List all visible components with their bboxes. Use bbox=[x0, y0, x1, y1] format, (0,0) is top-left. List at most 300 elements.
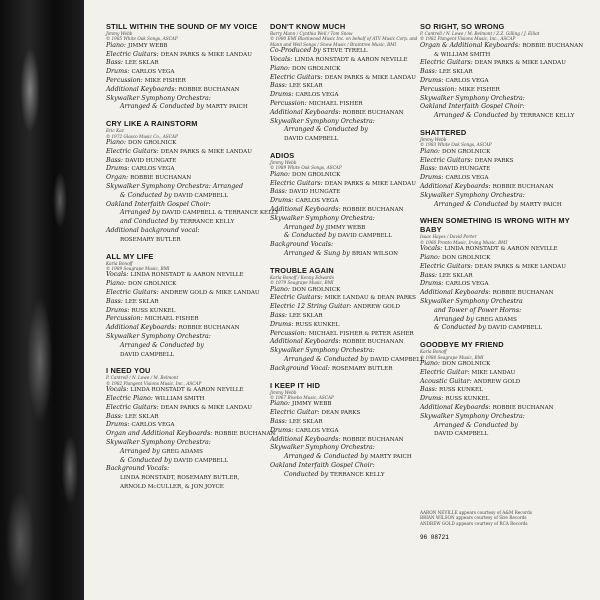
personnel-role: Electric Guitars: bbox=[106, 288, 159, 296]
song-block bbox=[106, 119, 279, 244]
footer-notes bbox=[420, 510, 590, 541]
personnel-line bbox=[106, 42, 266, 51]
song-block bbox=[270, 22, 430, 144]
personnel-name: DON GROLNICK bbox=[442, 360, 491, 367]
personnel-line bbox=[106, 457, 266, 466]
personnel-line bbox=[420, 369, 590, 378]
personnel-line bbox=[106, 307, 266, 316]
personnel-name: TERRANCE KELLY bbox=[180, 219, 235, 226]
personnel-line bbox=[106, 324, 266, 333]
personnel-name: DON GROLNICK bbox=[442, 148, 491, 155]
song-title: SHATTERED bbox=[420, 127, 467, 137]
personnel-line bbox=[270, 356, 430, 365]
personnel-name: DAVID HUNGATE bbox=[124, 157, 177, 164]
personnel-name: ROSEMARY BUTLER bbox=[331, 365, 393, 372]
personnel-name: ROBBIE BUCHANAN bbox=[130, 175, 192, 182]
artist-note-1: AARON NEVILLE appears courtesy of A&M Records bbox=[420, 510, 532, 515]
personnel-line bbox=[106, 404, 266, 413]
personnel-line bbox=[270, 180, 430, 189]
personnel-line bbox=[270, 409, 430, 418]
personnel-name: ANDREW GOLD bbox=[473, 378, 521, 385]
personnel-name: MARTY PAICH bbox=[369, 454, 412, 461]
songwriter-credit: © 1988 Seagrape Music, BMI bbox=[420, 354, 484, 360]
personnel-line bbox=[106, 218, 266, 227]
personnel-name: DEAN PARKS bbox=[321, 410, 361, 417]
personnel-name: LEE SKLAR bbox=[124, 60, 159, 67]
personnel-name: ROBBIE BUCHANAN bbox=[342, 436, 404, 443]
personnel-line bbox=[270, 286, 430, 295]
song-title: ALL MY LIFE bbox=[106, 251, 154, 261]
song-block bbox=[106, 22, 266, 112]
personnel-name: JIMMY WEBB bbox=[292, 401, 332, 408]
personnel-name: CARLOS VEGA bbox=[295, 92, 339, 99]
personnel-role: Drums: bbox=[270, 91, 294, 99]
personnel-name: DON GROLNICK bbox=[442, 254, 491, 261]
personnel-name: LEE SKLAR bbox=[288, 83, 323, 90]
personnel-line bbox=[420, 280, 590, 289]
personnel-name: CARLOS VEGA bbox=[445, 281, 489, 288]
personnel-role: Vocals: bbox=[420, 245, 443, 253]
personnel-name: DON GROLNICK bbox=[128, 140, 177, 146]
personnel-line bbox=[106, 157, 266, 166]
credits-column-1 bbox=[106, 22, 279, 499]
songwriter-credit: Karla Bonoff bbox=[420, 349, 447, 355]
personnel-line bbox=[106, 59, 266, 68]
personnel-line bbox=[420, 316, 590, 325]
personnel-role: Electric Guitars: bbox=[106, 403, 159, 411]
songwriter-credit: P. Cantrell / N. Lowe / M. Belmont bbox=[106, 375, 179, 381]
personnel-line bbox=[420, 103, 590, 112]
songwriter-credit: © 1985 White Oak Songs, ASCAP bbox=[106, 36, 178, 42]
personnel-line bbox=[270, 436, 430, 445]
personnel-name: DAVID CAMPBELL bbox=[487, 325, 542, 332]
personnel-line bbox=[106, 201, 266, 210]
personnel-name: DON GROLNICK bbox=[292, 65, 341, 72]
personnel-line bbox=[106, 227, 266, 236]
personnel-line bbox=[420, 413, 590, 422]
songwriter-credit: © 1972 Glasco Music Co., ASCAP bbox=[106, 133, 178, 139]
personnel-name: LEE SKLAR bbox=[124, 413, 159, 420]
personnel-line bbox=[106, 351, 266, 360]
personnel-name: RUSS KUNKEL bbox=[445, 396, 490, 403]
personnel-name: TERRANCE KELLY bbox=[519, 113, 575, 120]
song-title: I KEEP IT HID bbox=[270, 380, 321, 390]
personnel-name: DAVID CAMPBELL & TERRANCE KELLY bbox=[161, 210, 279, 217]
personnel-name: CARLOS VEGA bbox=[131, 422, 175, 429]
personnel-line bbox=[420, 254, 590, 263]
personnel-line bbox=[270, 250, 430, 259]
personnel-name: STEVE TYRELL bbox=[322, 48, 368, 55]
personnel-role: Additional Keyboards: bbox=[270, 108, 341, 116]
personnel-line bbox=[106, 236, 266, 245]
personnel-line bbox=[420, 378, 590, 387]
personnel-name: ROBBIE BUCHANAN bbox=[342, 109, 404, 116]
personnel-role: Arranged & Conducted by bbox=[434, 421, 518, 429]
personnel-role: Electric Guitars: bbox=[270, 294, 323, 302]
personnel-line bbox=[106, 315, 266, 324]
songwriter-credit: © 1967 Rivebo Music, ASCAP bbox=[270, 394, 334, 400]
personnel-name: DAVID CAMPBELL bbox=[369, 356, 425, 363]
personnel-role: & Conducted by bbox=[120, 456, 172, 464]
personnel-name: DEAN PARKS bbox=[474, 157, 514, 164]
personnel-role: Drums: bbox=[420, 280, 444, 288]
personnel-role: Bass: bbox=[270, 311, 287, 319]
personnel-line bbox=[420, 51, 590, 60]
personnel-line bbox=[270, 91, 430, 100]
personnel-line bbox=[270, 365, 430, 374]
personnel-role: Piano: bbox=[420, 147, 440, 155]
songwriter-credit: Barry Mann / Cynthia Weil / Tom Snow bbox=[270, 31, 353, 36]
songwriter-credit: Karla Bonoff bbox=[106, 260, 133, 266]
personnel-line bbox=[270, 56, 430, 65]
personnel-line bbox=[420, 201, 590, 210]
songwriter-credit: P. Cantrell / N. Lowe / M. Belmont / Z.Z. Gilling / J. Elliot bbox=[420, 31, 540, 36]
personnel-role: Additional Keyboards: bbox=[270, 338, 341, 346]
personnel-name: CARLOS VEGA bbox=[445, 175, 489, 182]
personnel-name: MIKE FISHER bbox=[458, 86, 500, 93]
personnel-line bbox=[270, 224, 430, 233]
personnel-role: Bass: bbox=[420, 165, 437, 173]
personnel-role: Vocals: bbox=[106, 271, 129, 279]
personnel-line bbox=[420, 77, 590, 86]
song-title: GOODBYE MY FRIEND bbox=[420, 340, 504, 350]
personnel-role: Piano: bbox=[270, 285, 290, 293]
personnel-role: Electric Guitars: bbox=[106, 147, 159, 155]
personnel-line bbox=[106, 280, 266, 289]
personnel-line bbox=[420, 272, 590, 281]
personnel-role: Drums: bbox=[420, 395, 444, 403]
personnel-role: Electric Guitars: bbox=[270, 73, 323, 81]
personnel-role: Drums: bbox=[270, 426, 294, 434]
personnel-role: Electric Guitars: bbox=[420, 262, 473, 270]
personnel-line bbox=[270, 330, 430, 339]
personnel-name: MICHAEL FISHER & PETER ASHER bbox=[308, 330, 414, 337]
personnel-role: and Conducted by bbox=[120, 218, 178, 226]
personnel-name: ROBBIE BUCHANAN bbox=[342, 339, 404, 346]
personnel-name: LINDA RONSTADT & AARON NEVILLE bbox=[444, 246, 558, 253]
personnel-role: Skywalker Symphony Orchestra: bbox=[420, 191, 525, 199]
personnel-line bbox=[106, 448, 266, 457]
personnel-role: Piano: bbox=[270, 64, 290, 72]
personnel-name: RUSS KUNKEL bbox=[131, 307, 176, 314]
personnel-line bbox=[270, 400, 430, 409]
personnel-role: Arranged & Conducted by bbox=[284, 355, 368, 363]
personnel-line bbox=[420, 289, 590, 298]
personnel-role: & Conducted by bbox=[120, 191, 172, 199]
personnel-role: Drums: bbox=[420, 174, 444, 182]
personnel-name: ANDREW GOLD & MIKE LANDAU bbox=[160, 289, 260, 296]
personnel-role: Bass: bbox=[106, 59, 123, 67]
personnel-role: Percussion: bbox=[420, 85, 457, 93]
personnel-line bbox=[270, 471, 430, 480]
personnel-line bbox=[270, 171, 430, 180]
personnel-line bbox=[106, 483, 266, 492]
song-block bbox=[420, 340, 590, 439]
personnel-role: Piano: bbox=[420, 359, 440, 367]
personnel-role: Bass: bbox=[106, 156, 123, 164]
personnel-role: Electric Guitar: bbox=[420, 368, 470, 376]
songwriter-credit: Jimmy Webb bbox=[270, 389, 297, 395]
personnel-role: Drums: bbox=[106, 306, 130, 314]
personnel-line bbox=[270, 135, 430, 144]
personnel-role: Arranged & Conducted by bbox=[120, 341, 204, 349]
songwriter-credit: © 1989 White Oak Songs, ASCAP bbox=[270, 165, 342, 171]
personnel-name: DAVID CAMPBELL bbox=[120, 351, 175, 358]
personnel-line bbox=[106, 95, 266, 104]
personnel-line bbox=[420, 404, 590, 413]
personnel-name: ROSEMARY BUTLER bbox=[120, 236, 181, 243]
personnel-role: Background Vocals: bbox=[106, 465, 170, 473]
personnel-name: TERRANCE KELLY bbox=[330, 471, 385, 478]
personnel-role: Percussion: bbox=[270, 329, 307, 337]
personnel-role: Organ: bbox=[106, 174, 129, 182]
personnel-name: LINDA RONSTADT & AARON NEVILLE bbox=[130, 272, 244, 279]
artist-note-2: BRIAN WILSON appears courtesy of Sire Records bbox=[420, 515, 527, 521]
song-title: SO RIGHT, SO WRONG bbox=[420, 22, 505, 31]
cover-photo bbox=[0, 0, 84, 600]
song-block bbox=[420, 128, 590, 209]
personnel-name: & WILLIAM SMITH bbox=[434, 51, 491, 58]
personnel-role: Skywalker Symphony Orchestra: bbox=[420, 94, 525, 102]
personnel-line bbox=[106, 439, 266, 448]
personnel-line bbox=[106, 289, 266, 298]
personnel-name: CARLOS VEGA bbox=[131, 166, 175, 173]
personnel-line bbox=[270, 321, 430, 330]
personnel-name: ANDREW GOLD bbox=[353, 304, 400, 311]
personnel-name: ROBBIE BUCHANAN bbox=[522, 42, 584, 49]
personnel-role: Piano: bbox=[106, 280, 126, 288]
personnel-line bbox=[420, 192, 590, 201]
personnel-role: Percussion: bbox=[106, 77, 143, 84]
personnel-role: Additional Keyboards: bbox=[106, 324, 177, 332]
personnel-role: Skywalker Symphony Orchestra: Arranged bbox=[106, 182, 244, 190]
personnel-line bbox=[106, 465, 266, 474]
personnel-role: Arranged by bbox=[120, 447, 160, 455]
songwriter-credit: © 1966 Pronto Music, Irving Music, BMI bbox=[420, 239, 508, 245]
personnel-name: DON GROLNICK bbox=[128, 281, 177, 288]
personnel-line bbox=[106, 103, 266, 112]
personnel-role: Drums: bbox=[270, 320, 294, 328]
personnel-line bbox=[106, 77, 266, 86]
personnel-line bbox=[270, 118, 430, 127]
personnel-role: & Conducted by bbox=[284, 232, 336, 240]
personnel-line bbox=[106, 333, 266, 342]
personnel-role: Arranged & Conducted by bbox=[434, 200, 518, 208]
personnel-name: DEAN PARKS & MIKE LANDAU bbox=[160, 51, 252, 58]
personnel-name: RUSS KUNKEL bbox=[438, 387, 483, 394]
personnel-name: WILLIAM SMITH bbox=[154, 395, 205, 402]
songwriter-credit: © 1982 Plangent Visions Music, Inc., ASCAP bbox=[106, 380, 202, 386]
songwriter-credit: © 1979 Seagrape Music, BMI bbox=[270, 280, 334, 286]
songwriter-credit: Jimmy Webb bbox=[270, 159, 297, 165]
song-block bbox=[270, 151, 430, 259]
personnel-role: Additional Keyboards: bbox=[420, 182, 491, 190]
personnel-name: LEE SKLAR bbox=[288, 418, 323, 425]
personnel-line bbox=[106, 271, 266, 280]
song-block bbox=[420, 22, 590, 121]
personnel-role: Electric Guitars: bbox=[270, 179, 323, 187]
songwriter-credit: Jimmy Webb bbox=[106, 31, 133, 36]
personnel-line bbox=[270, 47, 430, 56]
personnel-role: Skywalker Symphony Orchestra: bbox=[106, 438, 211, 446]
songwriter-credit: © 1989 Seagrape Music, BMI bbox=[106, 265, 170, 271]
personnel-name: DEAN PARKS & MIKE LANDAU bbox=[324, 74, 416, 81]
personnel-line bbox=[420, 165, 590, 174]
song-title: DON'T KNOW MUCH bbox=[270, 22, 346, 31]
songwriter-credit: © 1980 EMI Blackwood Music Inc. on behalf of ATV Music Corp. and Mann and Weil Songs / Snow Music / Braintree Music, BMI bbox=[270, 36, 418, 47]
personnel-name: GREG ADAMS bbox=[161, 448, 203, 455]
personnel-role: Drums: bbox=[106, 165, 130, 173]
personnel-name: BRIAN WILSON bbox=[351, 250, 399, 257]
personnel-line bbox=[270, 427, 430, 436]
personnel-role: Electric Guitars: bbox=[420, 156, 473, 164]
personnel-name: MICHAEL FISHER bbox=[144, 316, 199, 323]
personnel-line bbox=[270, 462, 430, 471]
personnel-line bbox=[420, 324, 590, 333]
personnel-role: Oakland Interfaith Gospel Choir: bbox=[270, 461, 375, 469]
personnel-role: Bass: bbox=[270, 188, 287, 196]
personnel-role: Bass: bbox=[106, 297, 123, 305]
personnel-line bbox=[270, 418, 430, 427]
personnel-name: DAVID CAMPBELL bbox=[434, 431, 489, 438]
personnel-line bbox=[420, 112, 590, 121]
personnel-role: Piano: bbox=[106, 41, 126, 49]
personnel-name: MICHAEL FISHER bbox=[308, 101, 363, 107]
personnel-role: Arranged by bbox=[120, 209, 160, 217]
song-block bbox=[420, 216, 590, 333]
personnel-role: Co-Produced by bbox=[270, 47, 321, 55]
personnel-role: Arranged & Conducted by bbox=[284, 126, 368, 134]
personnel-role: Organ and Additional Keyboards: bbox=[106, 430, 213, 438]
personnel-role: Drums: bbox=[270, 197, 294, 205]
personnel-line bbox=[420, 68, 590, 77]
personnel-line bbox=[420, 86, 590, 95]
personnel-name: ROBBIE BUCHANAN bbox=[342, 206, 404, 213]
personnel-role: Electric Guitar: bbox=[270, 409, 320, 417]
personnel-line bbox=[270, 206, 430, 215]
personnel-line bbox=[420, 174, 590, 183]
personnel-line bbox=[420, 42, 590, 51]
personnel-name: CARLOS VEGA bbox=[295, 198, 339, 205]
personnel-name: DEAN PARKS & MIKE LANDAU bbox=[474, 60, 566, 67]
personnel-name: MIKE LANDAU & DEAN PARKS bbox=[324, 295, 416, 302]
personnel-name: ROBBIE BUCHANAN bbox=[492, 404, 554, 411]
personnel-name: LEE SKLAR bbox=[124, 298, 159, 305]
personnel-name: DAVID CAMPBELL bbox=[173, 457, 228, 464]
personnel-line bbox=[420, 95, 590, 104]
song-block bbox=[270, 266, 430, 374]
personnel-line bbox=[106, 183, 266, 192]
personnel-line bbox=[420, 298, 590, 307]
personnel-line bbox=[270, 188, 430, 197]
personnel-role: Bass: bbox=[270, 82, 287, 90]
personnel-line bbox=[420, 263, 590, 272]
personnel-role: Skywalker Symphony Orchestra bbox=[420, 297, 523, 305]
personnel-role: Bass: bbox=[106, 412, 123, 420]
personnel-role: Percussion: bbox=[270, 100, 307, 107]
songwriter-credit: Karla Bonoff / Kenny Edwards bbox=[270, 274, 334, 280]
personnel-name: DON GROLNICK bbox=[292, 171, 341, 178]
personnel-name: ROBBIE BUCHANAN bbox=[178, 86, 240, 93]
personnel-role: Electric Guitars: bbox=[420, 59, 473, 67]
personnel-name: LEE SKLAR bbox=[288, 312, 323, 319]
personnel-role: Piano: bbox=[270, 170, 290, 178]
personnel-name: DEAN PARKS & MIKE LANDAU bbox=[160, 404, 252, 411]
personnel-role: Arranged & Conducted by bbox=[120, 103, 204, 111]
personnel-role: and Tower of Power Horns: bbox=[434, 306, 522, 314]
song-title: TROUBLE AGAIN bbox=[270, 265, 334, 275]
personnel-role: Skywalker Symphony Orchestra: bbox=[270, 214, 375, 222]
personnel-line bbox=[106, 139, 266, 148]
personnel-name: DEAN PARKS & MIKE LANDAU bbox=[324, 180, 416, 187]
personnel-role: Piano: bbox=[420, 253, 440, 261]
personnel-line bbox=[106, 430, 276, 439]
personnel-role: Organ & Additional Keyboards: bbox=[420, 41, 521, 49]
personnel-line bbox=[420, 430, 590, 439]
personnel-role: Electric Piano: bbox=[106, 394, 153, 402]
song-block bbox=[106, 252, 266, 360]
personnel-role: Oakland Interfaith Gospel Choir: bbox=[420, 103, 525, 111]
song-title: WHEN SOMETHING IS WRONG WITH MY BABY bbox=[420, 216, 570, 235]
personnel-role: Bass: bbox=[270, 417, 287, 425]
personnel-line bbox=[106, 413, 266, 422]
personnel-name: DAVID CAMPBELL bbox=[173, 192, 228, 199]
personnel-role: Skywalker Symphony Orchestra: bbox=[106, 332, 211, 340]
personnel-line bbox=[270, 232, 430, 241]
personnel-role: & Conducted by bbox=[434, 324, 486, 332]
personnel-name: LINDA RONSTADT & AARON NEVILLE bbox=[294, 57, 408, 64]
personnel-role: Bass: bbox=[420, 271, 437, 279]
personnel-name: DAVID CAMPBELL bbox=[337, 233, 392, 240]
personnel-role: Arranged by bbox=[284, 223, 324, 231]
credits-column-3 bbox=[420, 22, 590, 446]
personnel-role: Electric Guitars: bbox=[106, 50, 159, 58]
personnel-role: Vocals: bbox=[106, 386, 129, 394]
personnel-role: Background Vocal: bbox=[270, 364, 330, 372]
personnel-line bbox=[106, 421, 266, 430]
personnel-line bbox=[420, 422, 590, 431]
personnel-name: RUSS KUNKEL bbox=[295, 321, 340, 328]
personnel-line bbox=[270, 65, 430, 74]
personnel-line bbox=[106, 86, 266, 95]
artist-note-3: ANDREW GOLD appears courtesy of RCA Records bbox=[420, 520, 528, 526]
personnel-role: Additional Keyboards: bbox=[270, 435, 341, 443]
personnel-role: Bass: bbox=[420, 68, 437, 76]
personnel-role: Additional Keyboards: bbox=[420, 403, 491, 411]
personnel-name: CARLOS VEGA bbox=[131, 69, 175, 76]
personnel-role: Acoustic Guitar: bbox=[420, 377, 472, 385]
personnel-line bbox=[420, 59, 590, 68]
personnel-role: Skywalker Symphony Orchestra: bbox=[420, 412, 525, 420]
personnel-line bbox=[270, 109, 430, 118]
personnel-name: CARLOS VEGA bbox=[445, 78, 489, 84]
personnel-line bbox=[270, 74, 430, 83]
songwriter-credit: Eric Kaz bbox=[106, 128, 124, 134]
personnel-line bbox=[106, 298, 266, 307]
personnel-name: MARTY PAICH bbox=[205, 104, 248, 111]
personnel-name: JIMMY WEBB bbox=[325, 224, 366, 231]
personnel-role: Additional background vocal: bbox=[106, 226, 200, 234]
personnel-line bbox=[106, 68, 266, 77]
personnel-name: JIMMY WEBB bbox=[128, 42, 168, 49]
personnel-line bbox=[270, 82, 430, 91]
personnel-name: LINDA RONSTADT, ROSEMARY BUTLER, bbox=[120, 475, 240, 482]
personnel-line bbox=[270, 312, 430, 321]
personnel-role: Percussion: bbox=[106, 315, 143, 323]
song-title: STILL WITHIN THE SOUND OF MY VOICE bbox=[106, 22, 258, 31]
song-title: CRY LIKE A RAINSTORM bbox=[106, 119, 198, 129]
personnel-role: Oakland Interfaith Gospel Choir: bbox=[106, 200, 211, 208]
